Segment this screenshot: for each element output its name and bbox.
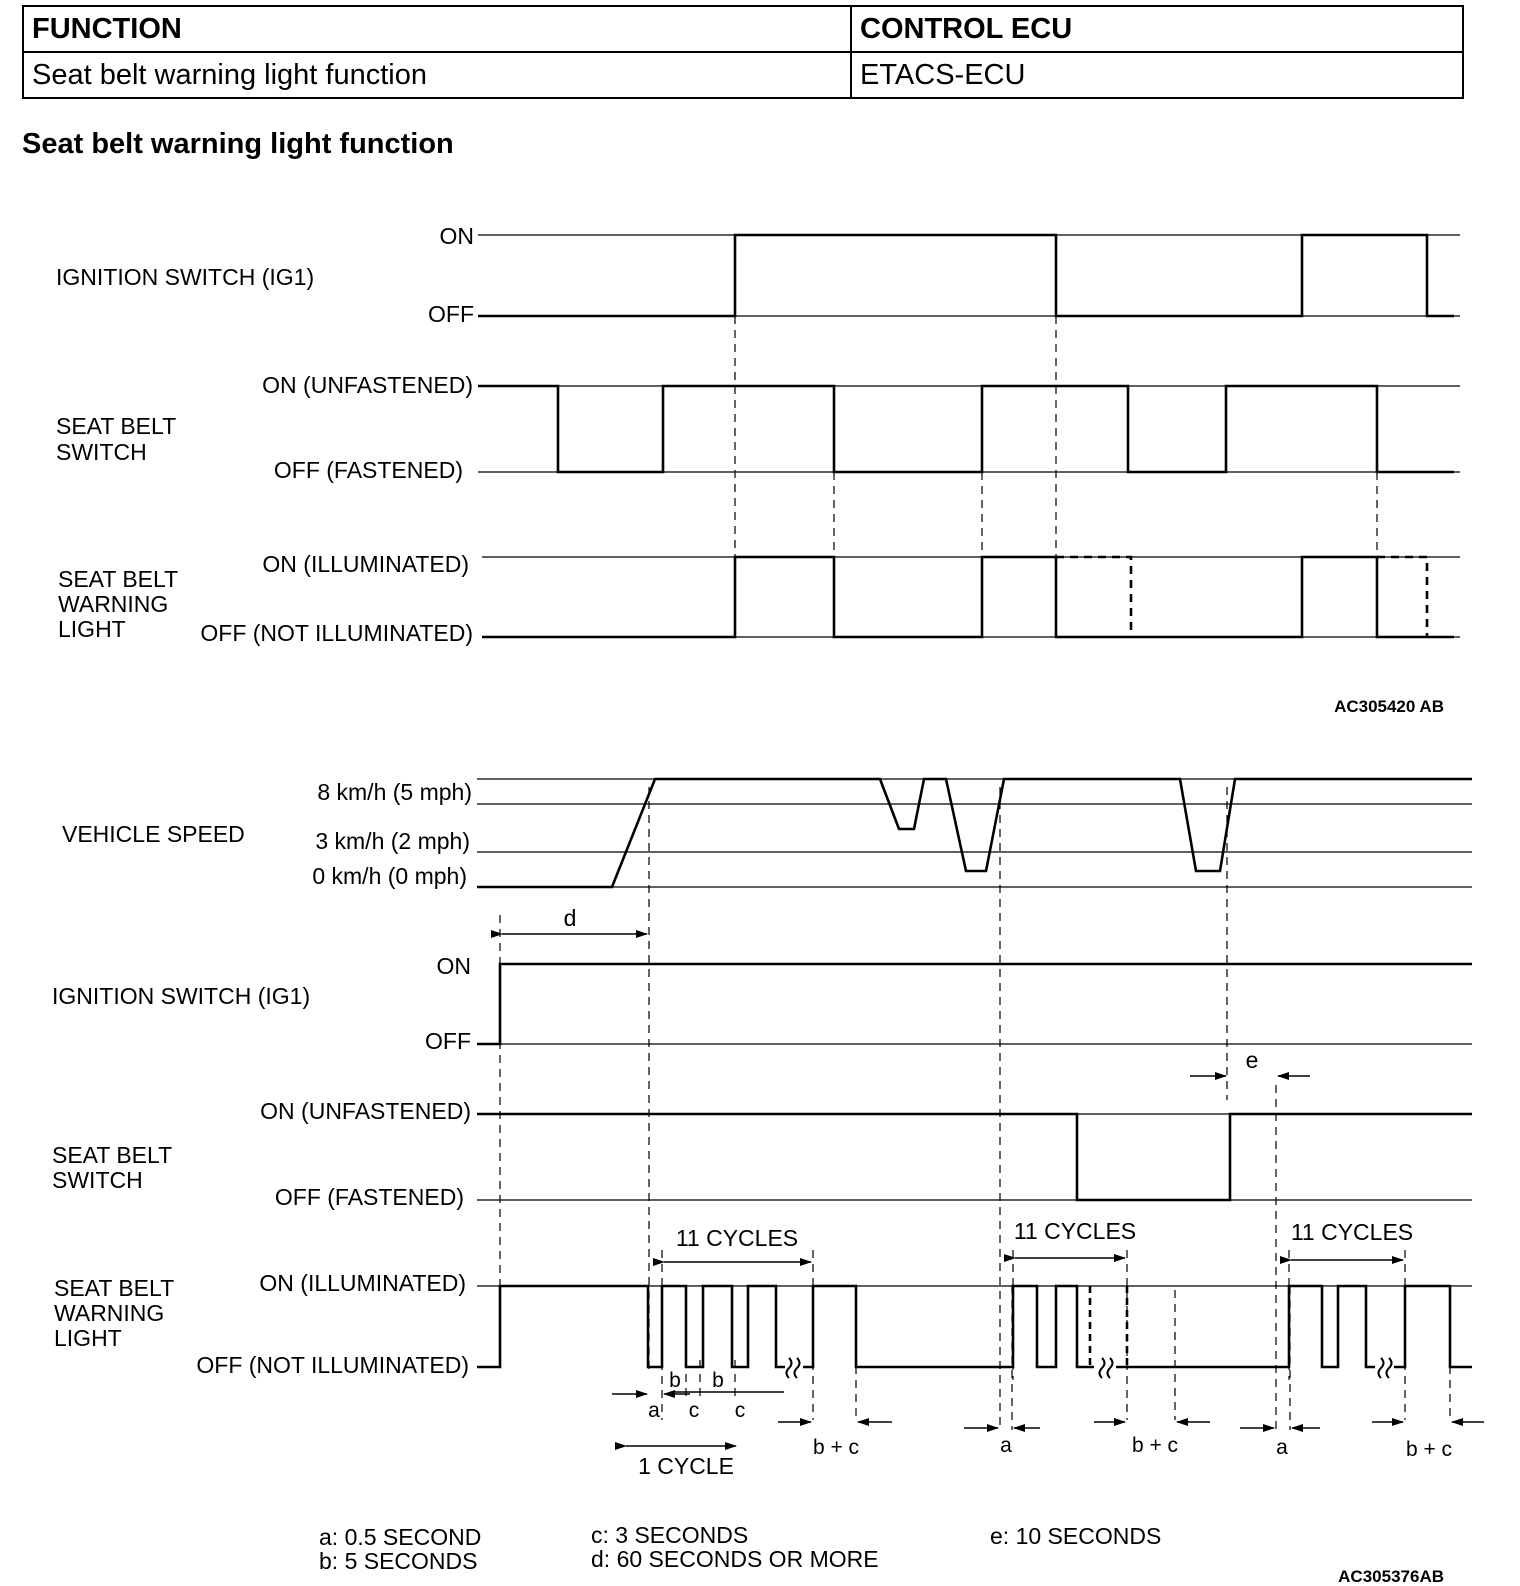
d2-speed-label: VEHICLE SPEED bbox=[62, 821, 245, 847]
d2-vehicle-speed-signal bbox=[477, 779, 1472, 887]
d2-speed-8: 8 km/h (5 mph) bbox=[317, 779, 472, 805]
d1-seatbelt-switch-signal bbox=[478, 386, 1454, 472]
d2-warning-off: OFF (NOT ILLUMINATED) bbox=[196, 1352, 469, 1378]
d2-ignition-label: IGNITION SWITCH (IG1) bbox=[52, 983, 311, 1009]
d2-warning-light-dashed bbox=[1090, 1286, 1127, 1367]
d1-dashed-guides bbox=[735, 316, 1377, 557]
d1-ignition-off: OFF bbox=[428, 301, 474, 327]
d2-warning-label-2: WARNING bbox=[54, 1300, 165, 1326]
d1-ignition-label: IGNITION SWITCH (IG1) bbox=[56, 264, 315, 290]
d2-ignition-off: OFF bbox=[425, 1028, 471, 1054]
d1-seatbelt-off: OFF (FASTENED) bbox=[273, 457, 463, 483]
mark-e: e bbox=[1245, 1047, 1259, 1073]
legend-d: d: 60 SECONDS OR MORE bbox=[591, 1546, 879, 1572]
cycles-label-1: 11 CYCLES bbox=[675, 1225, 799, 1251]
d2-warning-label-3: LIGHT bbox=[54, 1325, 122, 1351]
d2-seatbelt-on: ON (UNFASTENED) bbox=[260, 1098, 471, 1124]
legend-a: a: 0.5 SECOND bbox=[319, 1524, 482, 1550]
section-title: Seat belt warning light function bbox=[22, 128, 454, 160]
cycles-label-3: 11 CYCLES bbox=[1290, 1219, 1414, 1245]
d2-dashed-guides bbox=[500, 787, 1450, 1430]
mark-bc-3: b + c bbox=[1405, 1438, 1453, 1461]
d1-warning-light-signal bbox=[482, 557, 1454, 637]
header-control-ecu: CONTROL ECU bbox=[851, 6, 1463, 52]
cycles-label-2: 11 CYCLES bbox=[1013, 1218, 1137, 1244]
mark-a-2: a bbox=[1000, 1434, 1012, 1457]
d1-warning-label-3: LIGHT bbox=[58, 616, 126, 642]
legend-c: c: 3 SECONDS bbox=[591, 1522, 749, 1548]
d1-warning-on: ON (ILLUMINATED) bbox=[262, 551, 469, 577]
d1-seatbelt-on: ON (UNFASTENED) bbox=[262, 372, 473, 398]
legend-e: e: 10 SECONDS bbox=[990, 1523, 1162, 1549]
mark-c-1: c bbox=[688, 1399, 700, 1422]
mark-a-1: a bbox=[648, 1399, 660, 1422]
d2-seatbelt-switch-signal bbox=[477, 1114, 1472, 1200]
d2-figure-code: AC305376AB bbox=[1338, 1567, 1444, 1586]
d2-warning-on: ON (ILLUMINATED) bbox=[259, 1270, 466, 1296]
d2-warning-light-signal-3 bbox=[1116, 1286, 1375, 1367]
diagram-2 bbox=[52, 779, 1484, 1586]
mark-b-1: b bbox=[669, 1369, 681, 1392]
diagram-1 bbox=[56, 223, 1460, 716]
cell-function: Seat belt warning light function bbox=[23, 52, 851, 98]
d1-warning-off: OFF (NOT ILLUMINATED) bbox=[200, 620, 473, 646]
d2-warning-light-signal-4 bbox=[1394, 1286, 1472, 1367]
d2-ignition-signal bbox=[477, 964, 1472, 1044]
d1-warning-light-dashed bbox=[1056, 557, 1427, 637]
d2-speed-0: 0 km/h (0 mph) bbox=[312, 863, 467, 889]
d1-reference-lines bbox=[478, 235, 1460, 637]
one-cycle-label: 1 CYCLE bbox=[638, 1453, 734, 1479]
d1-seatbelt-label-1: SEAT BELT bbox=[56, 413, 177, 439]
mark-a-3: a bbox=[1276, 1436, 1288, 1459]
d2-warning-label-1: SEAT BELT bbox=[54, 1275, 175, 1301]
d1-ignition-on: ON bbox=[439, 223, 474, 249]
mark-bc-1: b + c bbox=[812, 1436, 860, 1459]
mark-bc-2: b + c bbox=[1131, 1434, 1179, 1457]
cell-control-ecu: ETACS-ECU bbox=[851, 52, 1463, 98]
d2-seatbelt-label-2: SWITCH bbox=[52, 1167, 143, 1193]
mark-b-2: b bbox=[712, 1369, 724, 1392]
d2-seatbelt-label-1: SEAT BELT bbox=[52, 1142, 173, 1168]
d2-reference-lines bbox=[477, 779, 1472, 1286]
d1-warning-label-2: WARNING bbox=[58, 591, 169, 617]
d1-warning-label-1: SEAT BELT bbox=[58, 566, 179, 592]
d2-ignition-on: ON bbox=[436, 953, 471, 979]
mark-c-2: c bbox=[734, 1399, 746, 1422]
d1-seatbelt-label-2: SWITCH bbox=[56, 439, 147, 465]
d2-speed-3: 3 km/h (2 mph) bbox=[315, 828, 470, 854]
d1-ignition-signal bbox=[478, 235, 1454, 316]
d2-seatbelt-off: OFF (FASTENED) bbox=[274, 1184, 464, 1210]
d2-warning-light-signal-2 bbox=[803, 1286, 1094, 1367]
legend-b: b: 5 SECONDS bbox=[319, 1548, 478, 1574]
d2-warning-light-signal-1 bbox=[477, 1286, 785, 1367]
d1-figure-code: AC305420 AB bbox=[1334, 697, 1444, 716]
header-function: FUNCTION bbox=[23, 6, 851, 52]
mark-d: d bbox=[563, 905, 577, 931]
